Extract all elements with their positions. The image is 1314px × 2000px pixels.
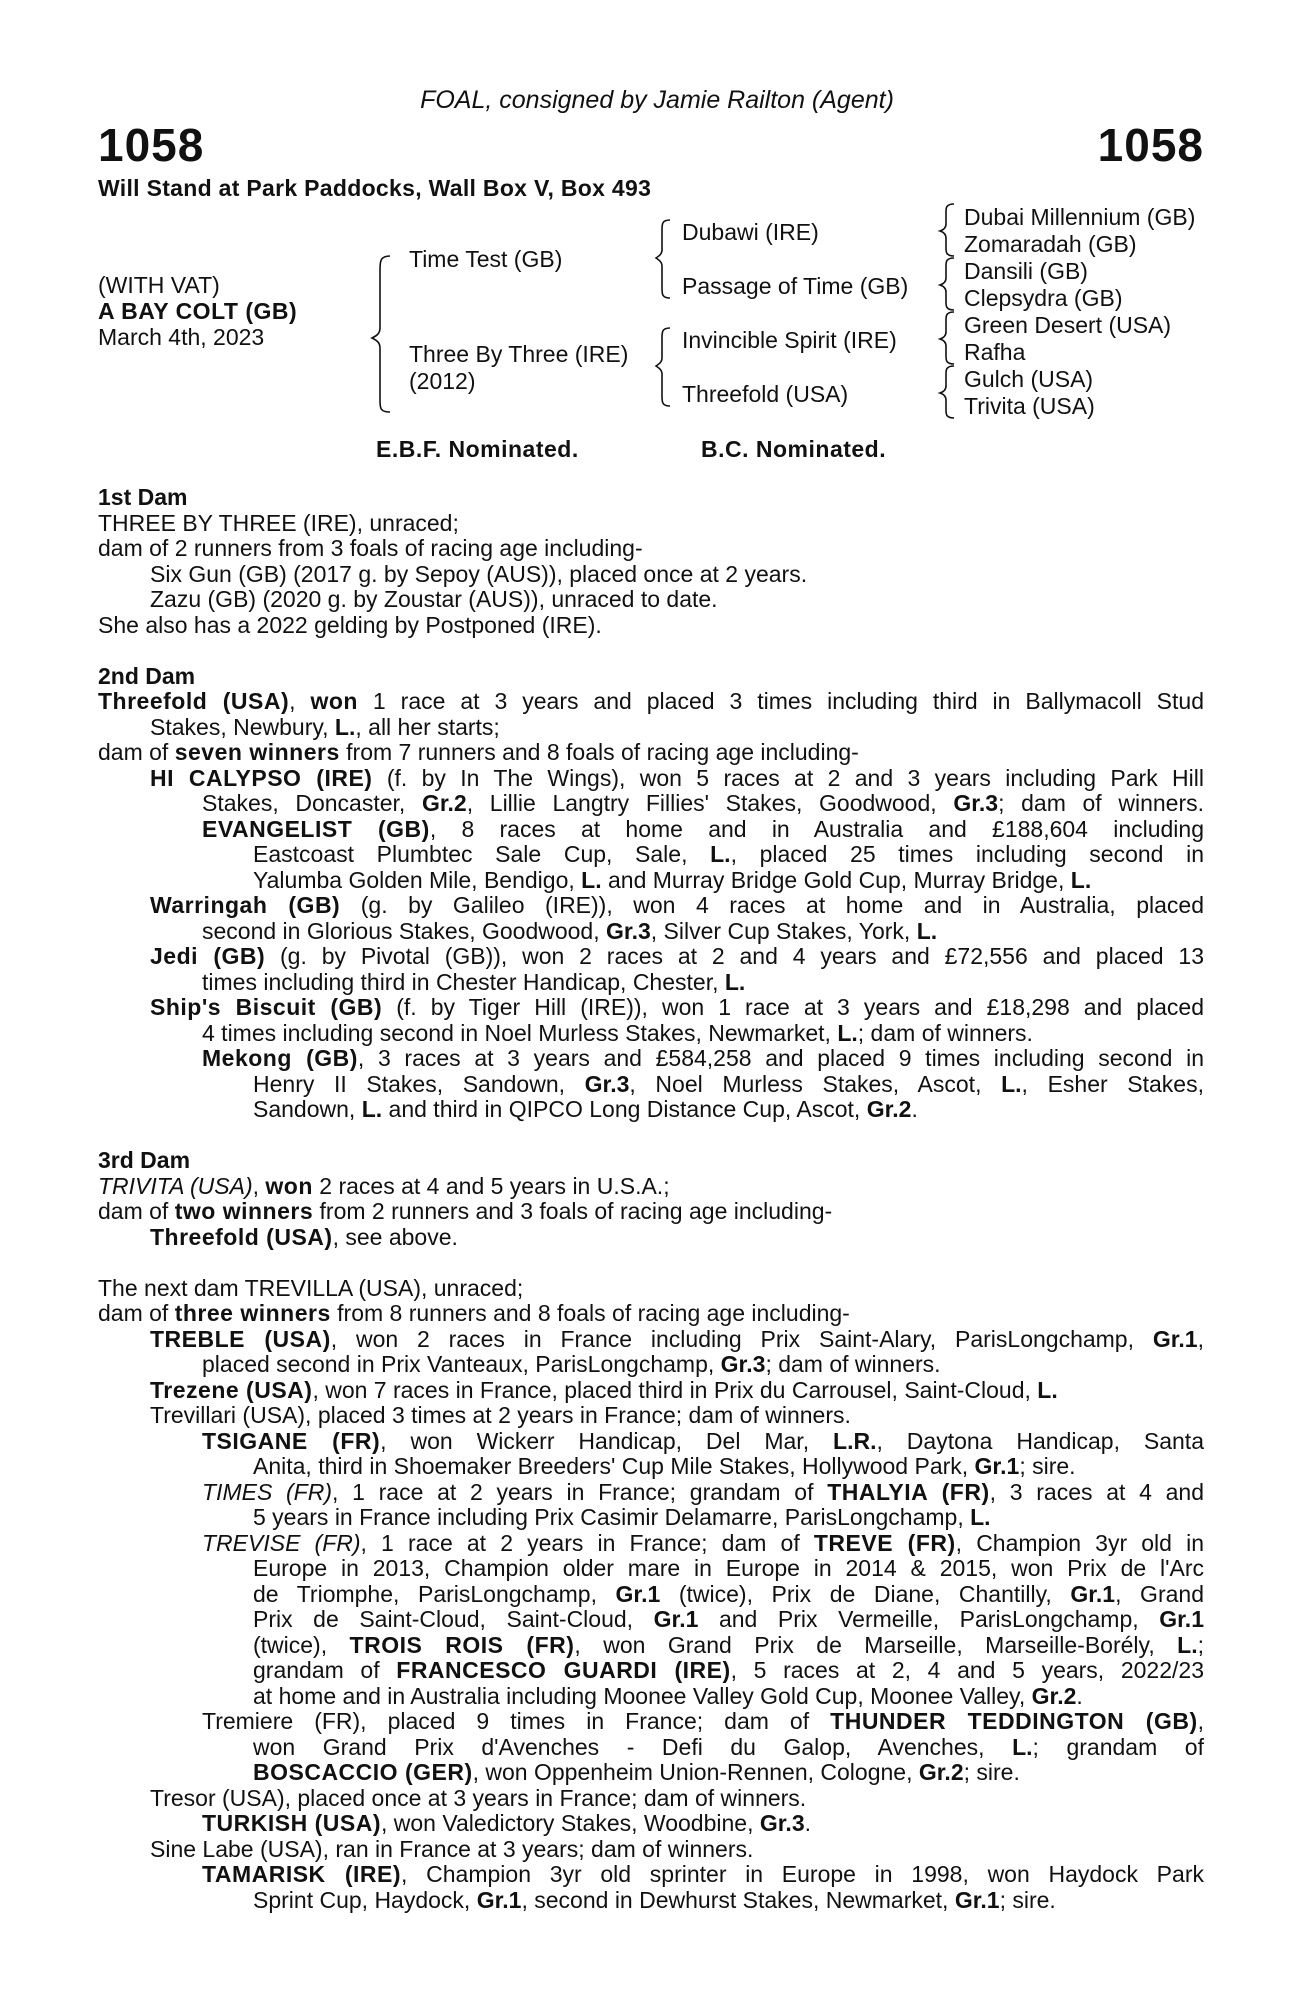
next-dam-summary: dam of three winners from 8 runners and 8 foals of racing age including-	[98, 1300, 850, 1326]
produce-entry: Eastcoast Plumbtec Sale Cup, Sale, L., placed 25 times including second in	[253, 841, 1204, 867]
pedigree-g6: Rafha	[964, 339, 1026, 365]
first-dam-produce: Zazu (GB) (2020 g. by Zoustar (AUS)), unraced to date.	[150, 586, 718, 612]
produce-entry: Jedi (GB) (g. by Pivotal (GB)), won 2 races at 2 and 4 years and £72,556 and placed 13	[150, 943, 1204, 969]
produce-entry: at home and in Australia including Moonee Valley Gold Cup, Moonee Valley, Gr.2.	[253, 1682, 1083, 1709]
third-dam-record: TRIVITA (USA), won 2 races at 4 and 5 years in U.S.A.;	[98, 1172, 670, 1199]
catalogue-body	[98, 485, 1204, 1913]
produce-entry: Anita, third in Shoemaker Breeders' Cup Mile Stakes, Hollywood Park, Gr.1; sire.	[253, 1453, 1076, 1479]
produce-entry: de Triomphe, ParisLongchamp, Gr.1 (twice), Prix de Diane, Chantilly, Gr.1, Grand	[253, 1580, 1204, 1607]
first-dam-line: She also has a 2022 gelding by Postponed (IRE).	[98, 611, 602, 638]
pedigree-g5: Green Desert (USA)	[964, 312, 1172, 338]
produce-entry: Trezene (USA), won 7 races in France, placed third in Prix du Carrousel, Saint-Cloud, L.	[150, 1376, 1058, 1403]
pedigree-dam-year: (2012)	[409, 368, 476, 394]
pedigree-g7: Gulch (USA)	[964, 366, 1094, 392]
lot-number-right: 1058	[1097, 119, 1204, 171]
produce-entry: TREBLE (USA), won 2 races in France including Prix Saint-Alary, ParisLongchamp, Gr.1,	[150, 1325, 1204, 1352]
consignor-line: FOAL, consigned by Jamie Railton (Agent)	[420, 86, 894, 114]
foaling-date: March 4th, 2023	[98, 324, 265, 350]
produce-entry: placed second in Prix Vanteaux, ParisLongchamp, Gr.3; dam of winners.	[202, 1351, 941, 1377]
produce-entry: Tresor (USA), placed once at 3 years in France; dam of winners.	[150, 1784, 807, 1811]
produce-entry: Threefold (USA), see above.	[150, 1223, 458, 1250]
second-dam-record: Stakes, Newbury, L., all her starts;	[150, 713, 500, 740]
produce-entry: BOSCACCIO (GER), won Oppenheim Union-Rennen, Cologne, Gr.2; sire.	[253, 1759, 1020, 1785]
pedigree-dam: Three By Three (IRE)	[409, 341, 629, 367]
first-dam-line: THREE BY THREE (IRE), unraced;	[98, 509, 459, 536]
vat-note: (WITH VAT)	[98, 272, 220, 298]
horse-name: A BAY COLT (GB)	[98, 298, 298, 324]
first-dam-heading: 1st Dam	[98, 484, 188, 510]
produce-entry: Henry II Stakes, Sandown, Gr.3, Noel Murless Stakes, Ascot, L., Esher Stakes,	[253, 1070, 1204, 1097]
pedigree-sire-dam: Passage of Time (GB)	[682, 273, 909, 299]
pedigree-g4: Clepsydra (GB)	[964, 285, 1123, 311]
produce-entry: Stakes, Doncaster, Gr.2, Lillie Langtry Fillies' Stakes, Goodwood, Gr.3; dam of winners.	[202, 790, 1204, 816]
produce-entry: HI CALYPSO (IRE) (f. by In The Wings), won 5 races at 2 and 3 years including Park Hill	[150, 764, 1205, 791]
first-dam-line: dam of 2 runners from 3 foals of racing age including-	[98, 535, 643, 561]
pedigree-g3: Dansili (GB)	[964, 258, 1088, 284]
produce-entry: Mekong (GB), 3 races at 3 years and £584,258 and placed 9 times including second in	[202, 1045, 1204, 1071]
produce-entry: won Grand Prix d'Avenches - Defi du Galop, Avenches, L.; grandam of	[253, 1733, 1204, 1760]
produce-entry: Warringah (GB) (g. by Galileo (IRE)), won 4 races at home and in Australia, placed	[150, 892, 1204, 918]
produce-entry: TIMES (FR), 1 race at 2 years in France; grandam of THALYIA (FR), 3 races at 4 and	[202, 1478, 1204, 1505]
ebf-nomination: E.B.F. Nominated.	[376, 436, 579, 462]
pedigree-sire: Time Test (GB)	[409, 246, 563, 272]
second-dam-heading: 2nd Dam	[98, 662, 196, 689]
produce-entry: Trevillari (USA), placed 3 times at 2 years in France; dam of winners.	[150, 1402, 851, 1428]
pedigree-dam-dam: Threefold (USA)	[682, 381, 849, 407]
produce-entry: Sandown, L. and third in QIPCO Long Distance Cup, Ascot, Gr.2.	[253, 1096, 918, 1122]
pedigree-g1: Dubai Millennium (GB)	[964, 204, 1196, 230]
produce-entry: (twice), TROIS ROIS (FR), won Grand Prix de Marseille, Marseille-Borély, L.;	[253, 1631, 1204, 1658]
produce-entry: second in Glorious Stakes, Goodwood, Gr.3, Silver Cup Stakes, York, L.	[202, 917, 938, 944]
produce-entry: Europe in 2013, Champion older mare in Europe in 2014 & 2015, won Prix de l'Arc	[253, 1555, 1204, 1581]
lot-number-left: 1058	[98, 119, 205, 171]
produce-entry: grandam of FRANCESCO GUARDI (IRE), 5 races at 2, 4 and 5 years, 2022/23	[253, 1657, 1204, 1683]
second-dam-record: Threefold (USA), won 1 race at 3 years and placed 3 times including third in Ballymacoll Stud	[98, 688, 1204, 714]
produce-entry: EVANGELIST (GB), 8 races at home and in Australia and £188,604 including	[202, 815, 1205, 842]
produce-entry: 5 years in France including Prix Casimir Delamarre, ParisLongchamp, L.	[253, 1504, 991, 1530]
produce-entry: Sine Labe (USA), ran in France at 3 years; dam of winners.	[150, 1835, 754, 1862]
first-dam-produce: Six Gun (GB) (2017 g. by Sepoy (AUS)), placed once at 2 years.	[150, 560, 808, 587]
produce-entry: TSIGANE (FR), won Wickerr Handicap, Del Mar, L.R., Daytona Handicap, Santa	[202, 1427, 1204, 1454]
pedigree-g2: Zomaradah (GB)	[964, 231, 1137, 257]
pedigree-dam-sire: Invincible Spirit (IRE)	[682, 327, 897, 353]
produce-entry: Sprint Cup, Haydock, Gr.1, second in Dewhurst Stakes, Newmarket, Gr.1; sire.	[253, 1886, 1056, 1913]
second-dam-summary: dam of seven winners from 7 runners and 8 foals of racing age including-	[98, 739, 859, 765]
produce-entry: times including third in Chester Handicap, Chester, L.	[202, 968, 746, 995]
produce-entry: TURKISH (USA), won Valedictory Stakes, Woodbine, Gr.3.	[202, 1810, 812, 1836]
pedigree-g8: Trivita (USA)	[964, 393, 1095, 419]
produce-entry: Prix de Saint-Cloud, Saint-Cloud, Gr.1 and Prix Vermeille, ParisLongchamp, Gr.1	[253, 1606, 1204, 1632]
pedigree-sire-sire: Dubawi (IRE)	[682, 219, 819, 245]
produce-entry: TAMARISK (IRE), Champion 3yr old sprinter in Europe in 1998, won Haydock Park	[202, 1861, 1204, 1887]
produce-entry: Tremiere (FR), placed 9 times in France; dam of THUNDER TEDDINGTON (GB),	[202, 1708, 1205, 1734]
stand-location: Will Stand at Park Paddocks, Wall Box V, Box 493	[98, 175, 652, 201]
produce-entry: Ship's Biscuit (GB) (f. by Tiger Hill (IRE)), won 1 race at 3 years and £18,298 and placed	[150, 994, 1204, 1020]
bc-nomination: B.C. Nominated.	[701, 436, 887, 462]
next-dam-record: The next dam TREVILLA (USA), unraced;	[98, 1274, 524, 1301]
produce-entry: Yalumba Golden Mile, Bendigo, L. and Murray Bridge Gold Cup, Murray Bridge, L.	[253, 866, 1092, 893]
produce-entry: TREVISE (FR), 1 race at 2 years in France; dam of TREVE (FR), Champion 3yr old in	[202, 1529, 1204, 1556]
third-dam-heading: 3rd Dam	[98, 1147, 191, 1173]
third-dam-summary: dam of two winners from 2 runners and 3 foals of racing age including-	[98, 1198, 833, 1224]
produce-entry: 4 times including second in Noel Murless Stakes, Newmarket, L.; dam of winners.	[202, 1019, 1033, 1046]
